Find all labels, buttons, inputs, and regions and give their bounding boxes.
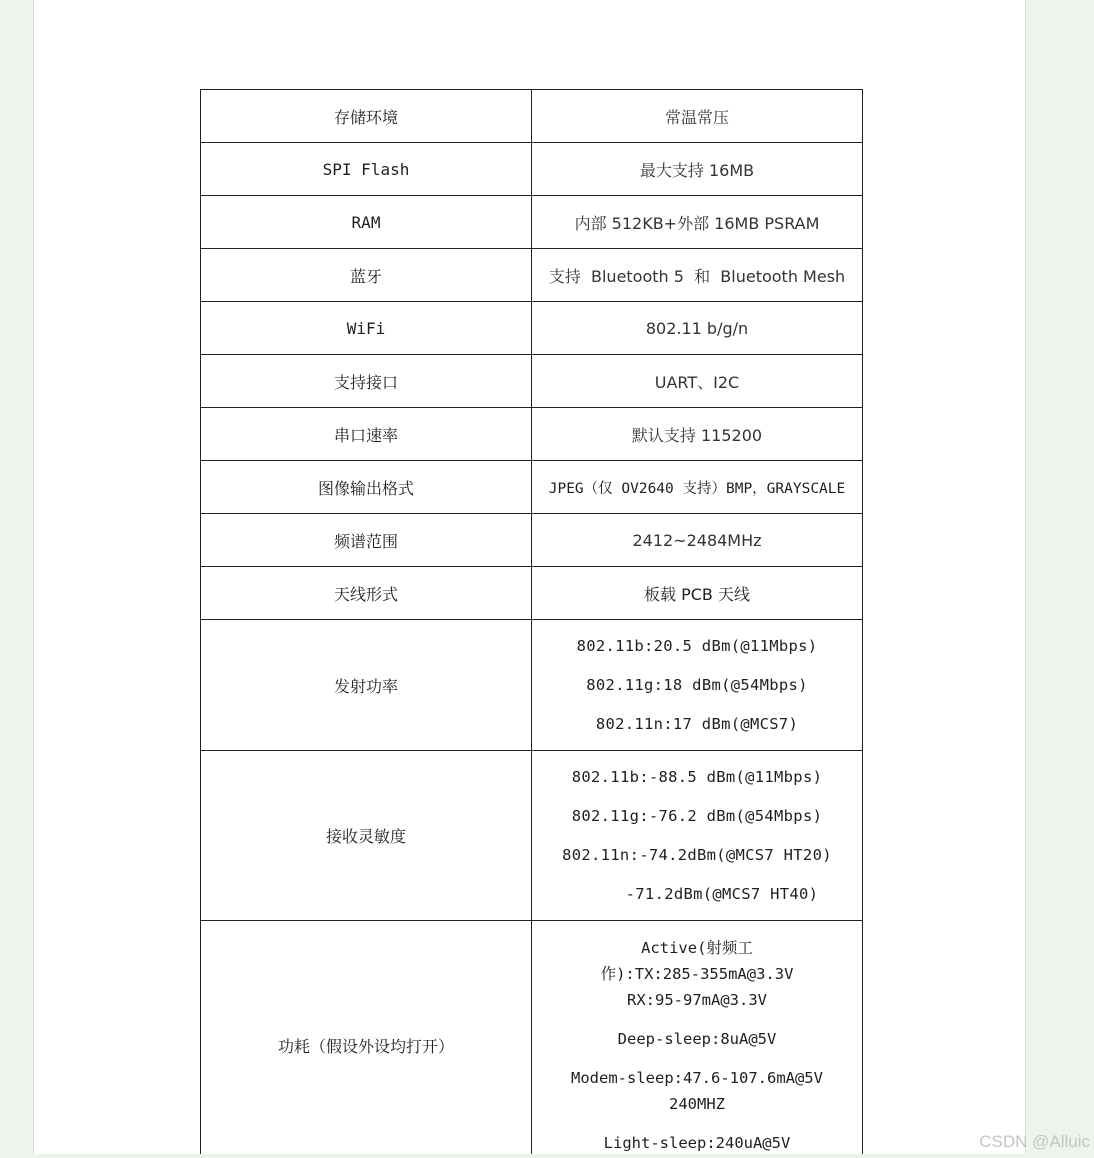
- table-row: [201, 355, 863, 408]
- row-value: 802.11 b/g/n: [532, 302, 863, 355]
- document-page: [33, 0, 1026, 1154]
- row-key: 接收灵敏度: [201, 751, 532, 921]
- rx-line: -71.2dBm(@MCS7 HT40): [625, 884, 819, 903]
- power-deep-sleep: Deep-sleep:8uA@5V: [617, 1030, 777, 1048]
- power-modem-sleep: Modem-sleep:47.6-107.6mA@5V: [571, 1069, 823, 1087]
- table-row: [201, 408, 863, 461]
- row-key: WiFi: [201, 302, 532, 355]
- rx-line: 802.11g:-76.2 dBm(@54Mbps): [571, 806, 823, 825]
- row-value: 内部 512KB+外部 16MB PSRAM: [532, 196, 863, 249]
- table-row: [201, 90, 863, 143]
- table-row: [201, 196, 863, 249]
- row-key: 天线形式: [201, 567, 532, 620]
- rx-line: 802.11n:-74.2dBm(@MCS7 HT20): [562, 845, 832, 864]
- watermark: CSDN @Alluic: [979, 1132, 1090, 1151]
- row-key: 支持接口: [201, 355, 532, 408]
- row-key: 存储环境: [201, 90, 532, 143]
- table-row: [201, 514, 863, 567]
- table-row-tx-power: [201, 620, 863, 751]
- row-key: 功耗（假设外设均打开）: [201, 921, 532, 1155]
- row-value: UART、I2C: [532, 355, 863, 408]
- row-value: [532, 620, 863, 751]
- tx-line: 802.11b:20.5 dBm(@11Mbps): [576, 636, 818, 655]
- table-row: [201, 567, 863, 620]
- table-row: [201, 302, 863, 355]
- table-row: [201, 461, 863, 514]
- table-row-rx-sensitivity: [201, 751, 863, 921]
- row-value: 2412~2484MHz: [532, 514, 863, 567]
- row-value: 常温常压: [532, 90, 863, 143]
- rx-line: 802.11b:-88.5 dBm(@11Mbps): [571, 767, 823, 786]
- row-key: 频谱范围: [201, 514, 532, 567]
- power-modem-sleep: 240MHZ: [669, 1095, 725, 1113]
- row-value: 板载 PCB 天线: [532, 567, 863, 620]
- row-value: [532, 921, 863, 1155]
- row-value: 默认支持 115200: [532, 408, 863, 461]
- tx-line: 802.11n:17 dBm(@MCS7): [595, 714, 799, 733]
- row-value: 最大支持 16MB: [532, 143, 863, 196]
- power-active-line: RX:95-97mA@3.3V: [627, 991, 767, 1009]
- power-lines: [538, 935, 856, 1154]
- row-key: 蓝牙: [201, 249, 532, 302]
- row-key: 发射功率: [201, 620, 532, 751]
- row-value: JPEG（仅 OV2640 支持）BMP，GRAYSCALE: [532, 461, 863, 514]
- row-key: SPI Flash: [201, 143, 532, 196]
- power-active-line: Active(射频工: [641, 939, 753, 957]
- row-value: [532, 751, 863, 921]
- table-row-power: [201, 921, 863, 1155]
- table-row: [201, 249, 863, 302]
- row-value: 支持 Bluetooth 5 和 Bluetooth Mesh: [532, 249, 863, 302]
- rx-lines: [538, 758, 856, 914]
- row-key: 串口速率: [201, 408, 532, 461]
- row-key: RAM: [201, 196, 532, 249]
- table-row: [201, 143, 863, 196]
- tx-line: 802.11g:18 dBm(@54Mbps): [586, 675, 808, 694]
- row-key: 图像输出格式: [201, 461, 532, 514]
- power-active-line: 作):TX:285-355mA@3.3V: [600, 965, 794, 983]
- power-light-sleep: Light-sleep:240uA@5V: [603, 1134, 791, 1152]
- spec-table: [200, 89, 863, 1154]
- tx-power-lines: [538, 627, 856, 744]
